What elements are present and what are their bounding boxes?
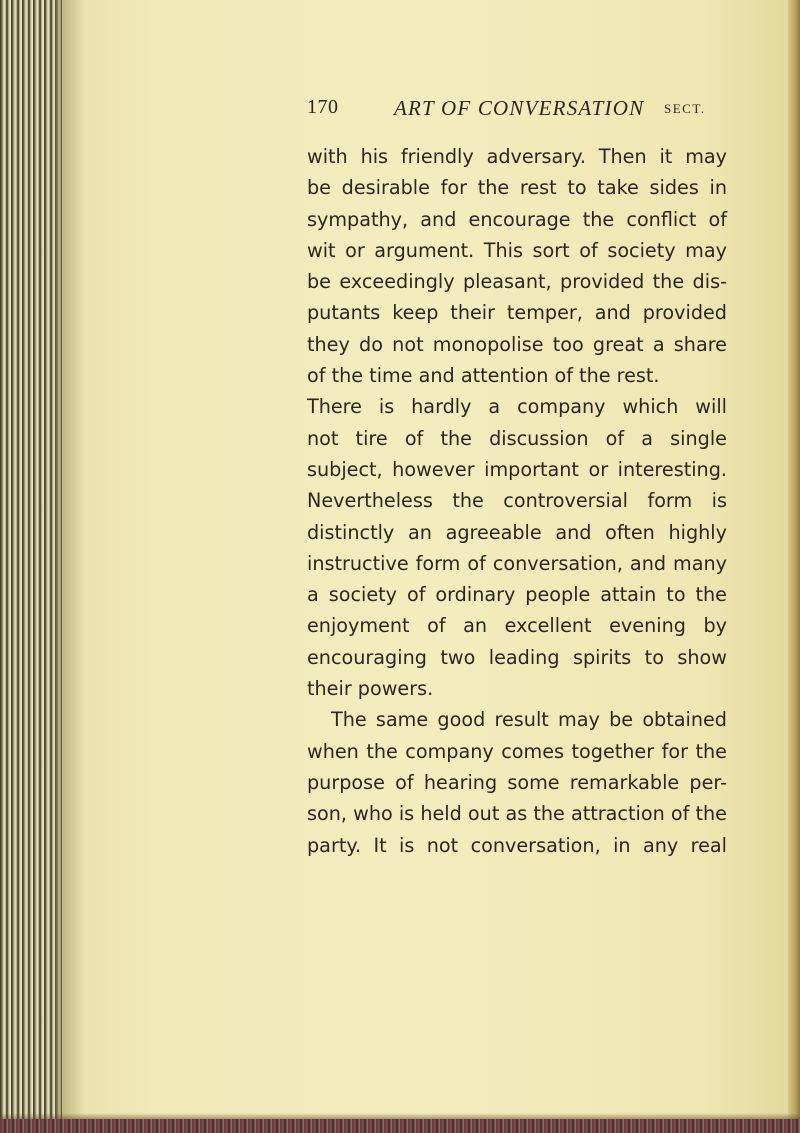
bottom-page-edge (0, 1119, 800, 1133)
text-line: with his friendly adversary. Then it may (307, 145, 727, 168)
text-line: There is hardly a company which will (307, 395, 727, 419)
text-line: The same good result may be obtained (331, 708, 727, 732)
text-line: purpose of hearing some remarkable per- (307, 770, 727, 794)
text-line: enjoyment of an excellent evening by (307, 614, 727, 638)
text-line: distinctly an agreeable and often highly (307, 520, 727, 544)
text-line: of the time and attention of the rest. (307, 364, 660, 388)
right-page-edge (788, 0, 800, 1133)
text-line: wit or argument. This sort of society may (307, 238, 727, 262)
text-line: instructive form of conversation, and many (307, 551, 727, 575)
text-line: son, who is held out as the attraction of the (307, 802, 727, 826)
text-line: be exceedingly pleasant, provided the dis- (307, 270, 727, 294)
running-title: ART OF CONVERSATION (394, 96, 645, 120)
text-line: they do not monopolise too great a share (307, 332, 727, 356)
text-line: party. It is not conversation, in any real (307, 833, 727, 857)
page-number: 170 (307, 96, 339, 118)
text-line: encouraging two leading spirits to show (307, 645, 727, 669)
text-line: be desirable for the rest to take sides in (307, 176, 727, 200)
text-line: sympathy, and encourage the conflict of (307, 207, 727, 231)
text-line: their powers. (307, 677, 434, 701)
section-mark: SECT. (664, 101, 706, 116)
text-line: not tire of the discussion of a single (307, 426, 727, 450)
text-line: a society of ordinary people attain to the (307, 583, 727, 607)
text-line: Nevertheless the controversial form is (307, 489, 727, 513)
running-header (307, 96, 717, 126)
text-line: subject, however important or interesting. (307, 457, 727, 481)
text-line: putants keep their temper, and provided (307, 301, 727, 325)
body-text (307, 141, 727, 861)
text-line: when the company comes together for the (307, 739, 727, 763)
gutter-shadow (55, 0, 85, 1133)
